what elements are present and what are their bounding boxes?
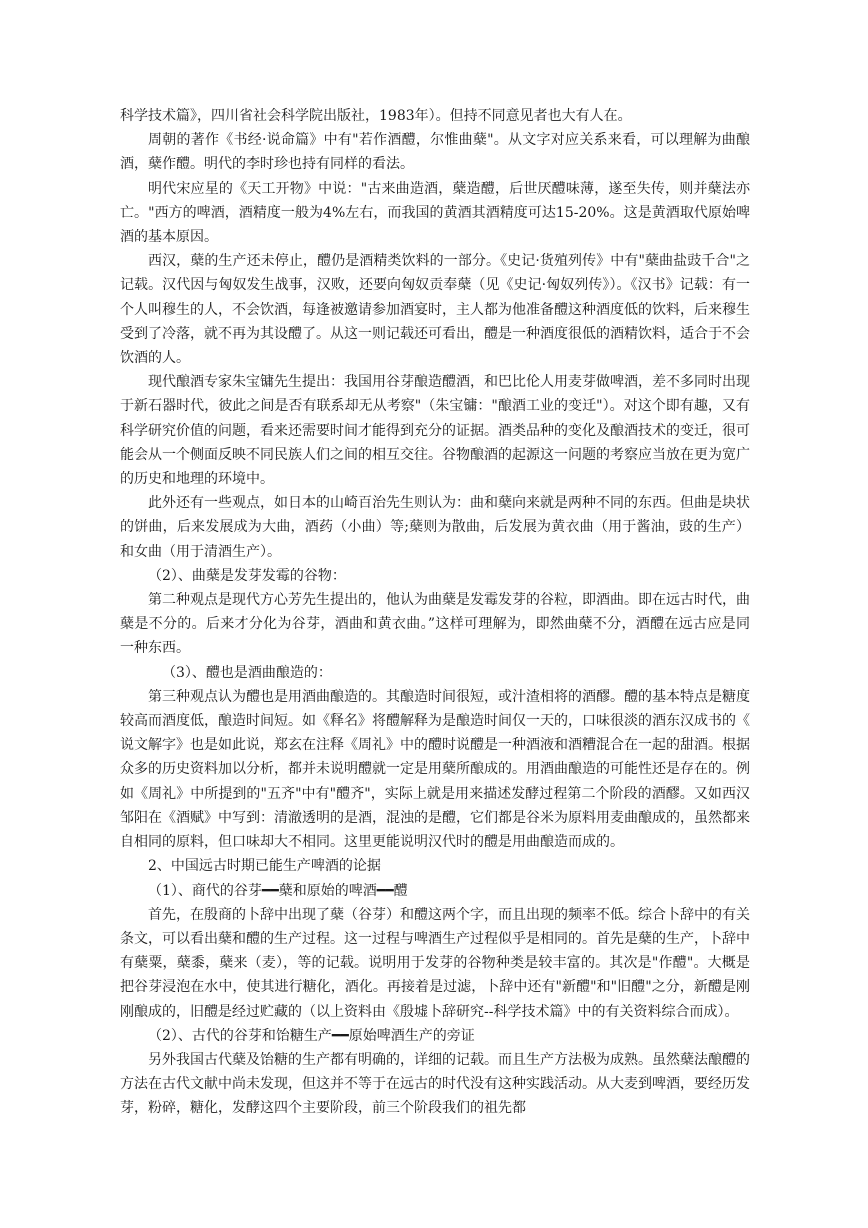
paragraph: 周朝的著作《书经·说命篇》中有"若作酒醴，尔惟曲蘖"。从文字对应关系来看，可以理解为曲酿酒，蘖作醴。明代的李时珍也持有同样的看法。 [120,132,750,173]
paragraph: 西汉，蘖的生产还未停止，醴仍是酒精类饮料的一部分。《史记·货殖列传》中有"蘖曲盐豉千合"之记载。汉代因与匈奴发生战事，汉败，还要向匈奴贡奉蘖（见《史记·匈奴列传》）。《汉书》记载：有一个人叫穆生的人，不会饮酒，每逢被邀请参加酒宴时，主人都为他准备醴这种酒度低的饮料，后来穆生受到了冷落，就不再为其设醴了。从这一则记载还可看出，醴是一种酒度很低的酒精饮料，适合于不会饮酒的人。 [120,253,750,367]
section-subheading: （2）、古代的谷芽和饴糖生产━━原始啤酒生产的旁证 [148,1027,475,1044]
paragraph: 第三种观点认为醴也是用酒曲酿造的。其酿造时间很短，或汁渣相将的酒醪。醴的基本特点是糖度较高而酒度低，酿造时间短。如《释名》将醴解释为是酿造时间仅一天的，口味很淡的酒东汉成书的《说文解字》也是如此说，郑玄在注释《周礼》中的醴时说醴是一种酒液和酒糟混合在一起的甜酒。根据众多的历史资料加以分析，都并未说明醴就一定是用蘖所酿成的。用酒曲酿造的可能性还是存在的。例如《周礼》中所提到的"五齐"中有"醴齐"，实际上就是用来描述发酵过程第二个阶段的酒醪。又如西汉邹阳在《酒赋》中写到：清澈透明的是酒，混浊的是醴，它们都是谷米为原料用麦曲酿成的，虽然都来自相同的原料，但口味却大不相同。这里更能说明汉代时的醴是用曲酿造而成的。 [120,688,750,851]
paragraph: 首先，在殷商的卜辞中出现了蘖（谷芽）和醴这两个字，而且出现的频率不低。综合卜辞中的有关条文，可以看出蘖和醴的生产过程。这一过程与啤酒生产过程似乎是相同的。首先是蘖的生产，卜辞中有蘖粟，蘖黍，蘖来（麦），等的记载。说明用于发芽的谷物种类是较丰富的。其次是"作醴"。大概是把谷芽浸泡在水中，使其进行糖化，酒化。再接着是过滤，卜辞中还有"新醴"和"旧醴"之分，新醴是刚刚酿成的，旧醴是经过贮藏的（以上资料由《殷墟卜辞研究--科学技术篇》中的有关资料综合而成）。 [120,906,750,1020]
paragraph: 科学技术篇》，四川省社会科学院出版社，1983年）。但持不同意见者也大有人在。 [120,108,632,124]
document-body [120,104,750,1121]
section-subheading: （2）、曲蘖是发芽发霉的谷物： [148,567,346,584]
paragraph: 明代宋应星的《天工开物》中说："古来曲造酒，蘖造醴，后世厌醴味薄，遂至失传，则并蘖法亦亡。"西方的啤酒，酒精度一般为4%左右，而我国的黄酒其酒精度可达15-20%。这是黄酒取代原始啤酒的基本原因。 [120,180,750,246]
paragraph: 此外还有一些观点，如日本的山崎百治先生则认为：曲和蘖向来就是两种不同的东西。但曲是块状的饼曲，后来发展成为大曲，酒药（小曲）等;蘖则为散曲，后发展为黄衣曲（用于酱油，豉的生产）和女曲（用于清酒生产）。 [120,495,750,560]
paragraph: 现代酿酒专家朱宝镛先生提出：我国用谷芽酿造醴酒，和巴比伦人用麦芽做啤酒，差不多同时出现于新石器时代，彼此之间是否有联系却无从考察"（朱宝镛："酿酒工业的变迁"）。对这个即有趣，又有科学研究价值的问题，看来还需要时间才能得到充分的证据。酒类品种的变化及酿酒技术的变迁，很可能会从一个侧面反映不同民族人们之间的相互交往。谷物酿酒的起源这一问题的考察应当放在更为宽广的历史和地理的环境中。 [120,374,750,488]
section-heading: 2、中国远古时期已能生产啤酒的论据 [148,858,381,875]
paragraph: 另外我国古代蘖及饴糖的生产都有明确的，详细的记载。而且生产方法极为成熟。虽然蘖法酿醴的方法在古代文献中尚未发现，但这并不等于在远古的时代没有这种实践活动。从大麦到啤酒，要经历发芽，粉碎，糖化，发酵这四个主要阶段，前三个阶段我们的祖先都 [120,1051,750,1117]
section-subheading: （1）、商代的谷芽━━蘖和原始的啤酒━━醴 [148,882,408,899]
paragraph: 第二种观点是现代方心芳先生提出的，他认为曲蘖是发霉发芽的谷粒，即酒曲。即在远古时代，曲蘖是不分的。后来才分化为谷芽，酒曲和黄衣曲。”这样可理解为，即然曲蘖不分，酒醴在远古应是同一种东西。 [120,592,750,657]
section-subheading: （3）、醴也是酒曲酿造的： [162,664,332,681]
